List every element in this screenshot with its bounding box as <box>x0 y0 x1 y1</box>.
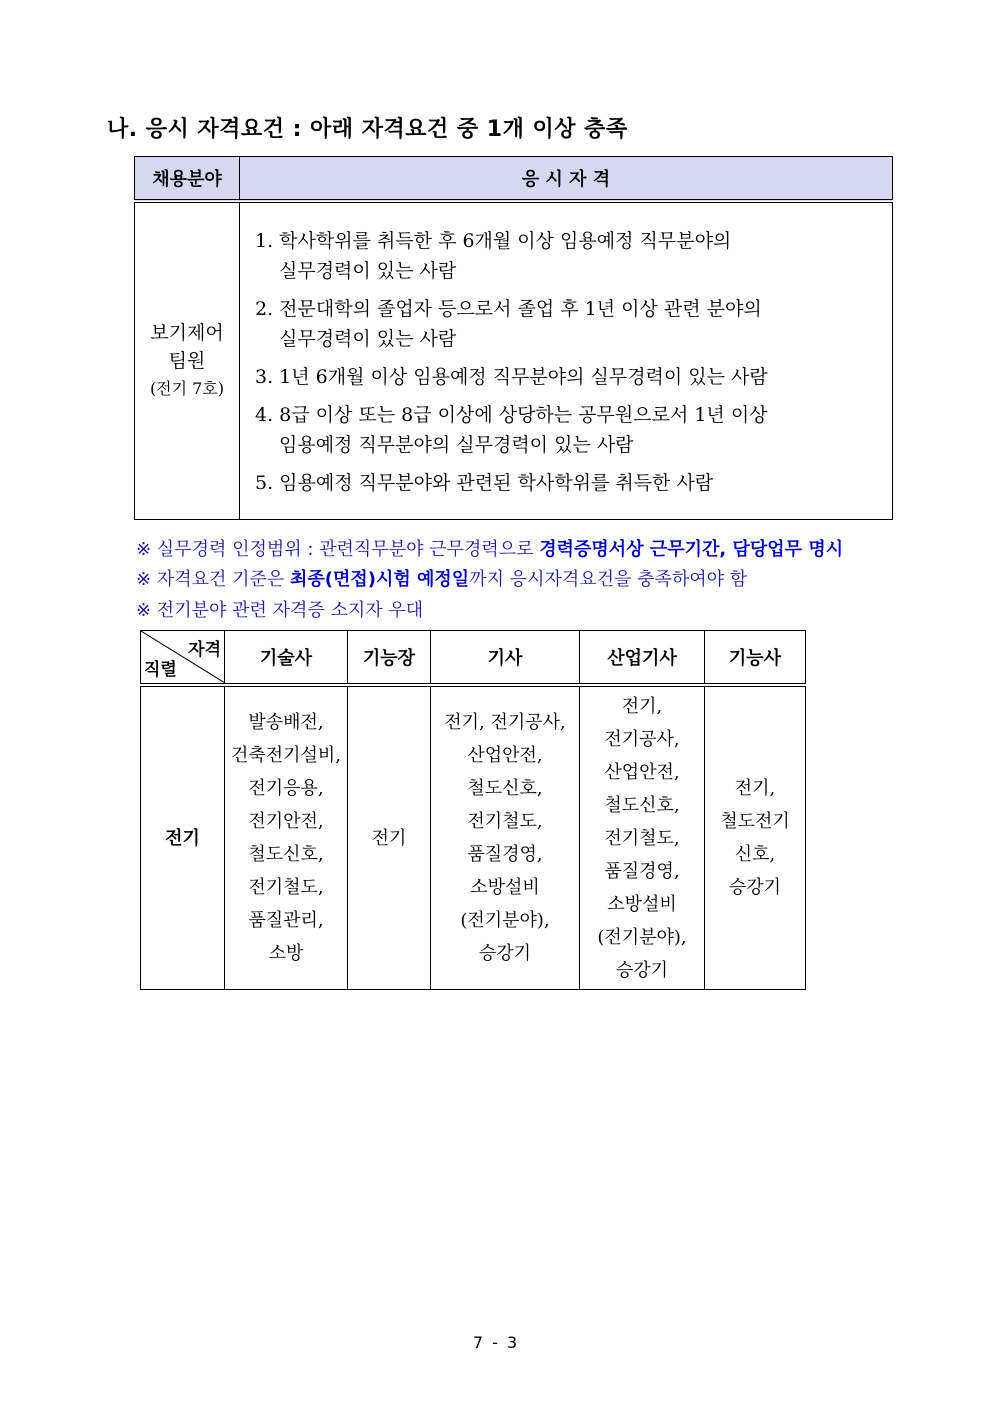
requirement-text: 1. 학사학위를 취득한 후 6개월 이상 임용예정 직무분야의 <box>255 230 732 252</box>
cert-cell: 전기, 전기공사, 산업안전, 철도신호, 전기철도, 품질경영, 소방설비 (전기분야), 승강기 <box>580 685 705 990</box>
cert-cell: 전기 <box>348 685 431 990</box>
requirement-text-cont: 임용예정 직무분야의 실무경력이 있는 사람 <box>279 434 634 456</box>
requirement-text: 2. 전문대학의 졸업자 등으로서 졸업 후 1년 이상 관련 분야의 <box>255 298 762 320</box>
note-preference: ※ 전기분야 관련 자격증 소지자 우대 <box>136 600 424 621</box>
header-cert-1: 기술사 <box>225 631 348 686</box>
requirements-table <box>134 156 893 520</box>
note-experience <box>136 535 843 561</box>
requirement-item <box>241 362 891 392</box>
requirement-text-cont: 실무경력이 있는 사람 <box>279 260 457 282</box>
requirement-text: 4. 8급 이상 또는 8급 이상에 상당하는 공무원으로서 1년 이상 <box>255 404 768 426</box>
header-cert-4: 산업기사 <box>580 631 705 686</box>
header-field: 채용분야 <box>135 157 240 202</box>
field-grade: (전기 7호) <box>149 379 225 398</box>
requirement-text: 3. 1년 6개월 이상 임용예정 직무분야의 실무경력이 있는 사람 <box>255 366 768 388</box>
note-text: 까지 응시자격요건을 충족하여야 함 <box>469 569 748 590</box>
header-cert-5: 기능사 <box>705 631 806 686</box>
cert-cell: 전기, 전기공사, 산업안전, 철도신호, 전기철도, 품질경영, 소방설비 (전기분야), 승강기 <box>431 685 580 990</box>
corner-header <box>141 631 225 686</box>
cert-cell: 전기, 철도전기 신호, 승강기 <box>705 685 806 990</box>
page-number: 7 - 3 <box>472 1333 520 1352</box>
field-name-line1: 보기제어 <box>150 322 224 344</box>
field-name-line2: 팀원 <box>168 350 206 372</box>
corner-label-bottom: 직렬 <box>144 660 177 680</box>
requirement-text: 5. 임용예정 직무분야와 관련된 학사학위를 취득한 사람 <box>255 472 714 494</box>
note-text: ※ 실무경력 인정범위 : 관련직무분야 근무경력으로 <box>136 539 540 560</box>
header-cert-3: 기사 <box>431 631 580 686</box>
certificate-table <box>140 630 806 990</box>
qualification-cell <box>240 201 893 520</box>
requirement-item <box>241 226 891 286</box>
corner-label-top: 자격 <box>188 640 221 660</box>
note-highlight: 경력증명서상 근무기간, 담당업무 명시 <box>539 539 844 560</box>
header-qualification: 응 시 자 격 <box>240 157 893 202</box>
row-label: 전기 <box>141 685 225 990</box>
requirement-item <box>241 468 891 498</box>
header-cert-2: 기능장 <box>348 631 431 686</box>
cert-cell: 발송배전, 건축전기설비, 전기응용, 전기안전, 철도신호, 전기철도, 품질관리, 소방 <box>225 685 348 990</box>
field-cell <box>135 201 240 520</box>
requirement-text-cont: 실무경력이 있는 사람 <box>279 328 457 350</box>
note-text: ※ 자격요건 기준은 <box>136 569 290 590</box>
requirement-item <box>241 400 891 460</box>
requirement-item <box>241 294 891 354</box>
note-deadline <box>136 565 747 591</box>
section-heading: 나. 응시 자격요건 : 아래 자격요건 중 1개 이상 충족 <box>107 117 628 142</box>
note-highlight: 최종(면접)시험 예정일 <box>289 569 470 590</box>
